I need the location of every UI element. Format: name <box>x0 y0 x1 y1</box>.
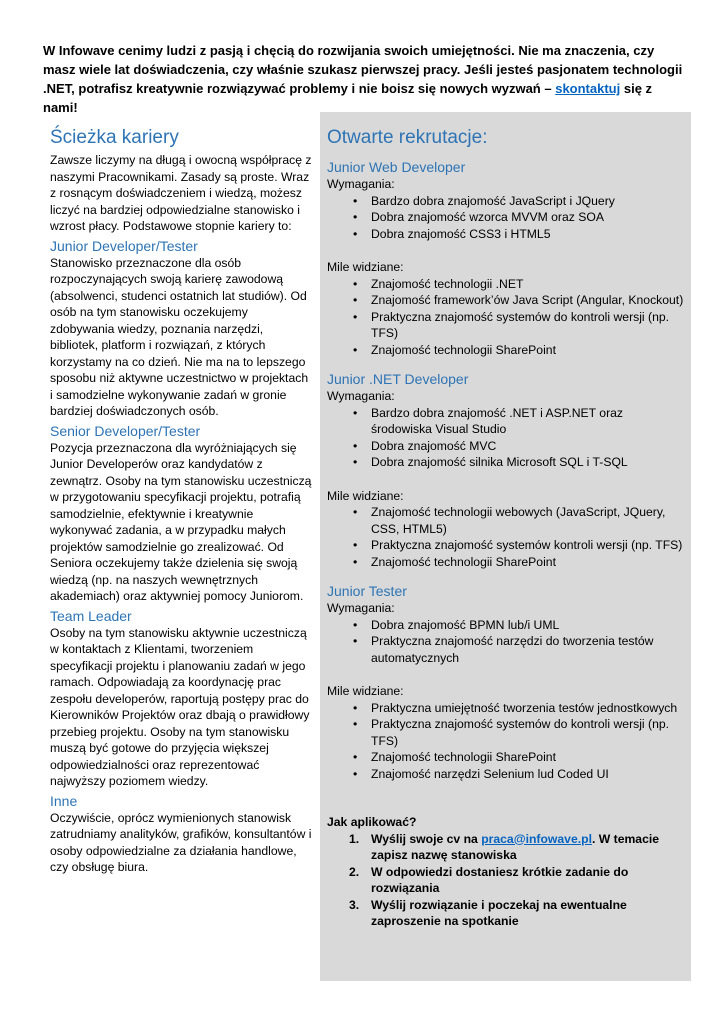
intro-text-end: się z nami! <box>43 81 653 115</box>
requirements-label: Wymagania: <box>327 177 395 191</box>
requirements-list <box>327 405 685 471</box>
list-item: • Bardzo dobra znajomość JavaScript i JQuery <box>327 193 685 210</box>
job-title: Junior .NET Developer <box>327 371 469 387</box>
list-item: • Praktyczna umiejętność tworzenia testów jednostkowych <box>327 700 685 717</box>
list-item: • Praktyczna znajomość narzędzi do tworzenia testów automatycznych <box>327 633 685 666</box>
apply-step: 3. Wyślij rozwiązanie i poczekaj na ewentualne zaproszenie na spotkanie <box>349 897 627 928</box>
list-item: • Praktyczna znajomość systemów do kontroli wersji (np. TFS) <box>327 309 685 342</box>
list-item: • Praktyczna znajomość systemów do kontroli wersji (np. TFS) <box>327 716 685 749</box>
list-item: • Dobra znajomość silnika Microsoft SQL i T-SQL <box>327 454 685 471</box>
nice-to-have-list <box>327 504 685 570</box>
apply-steps <box>327 831 685 930</box>
list-item: • Bardzo dobra znajomość .NET i ASP.NET oraz środowiska Visual Studio <box>327 405 685 438</box>
nice-to-have-list <box>327 276 685 359</box>
requirements-label: Wymagania: <box>327 389 395 403</box>
apply-step: 2. W odpowiedzi dostaniesz krótkie zadanie do rozwiązania <box>349 864 629 895</box>
level-text: Pozycja przeznaczona dla wyróżniających się Junior Developerów oraz kandydatów z zewnątrz. Osoby na tym stanowisku uczestniczą w przygotowaniu specyfikacji projektu, potrafią samodzielnie, efektywnie i kreatywnie wykonywać zadania, a w przypadku małych projektów samodzielnie go zrealizować. Od Seniora oczekujemy także dzielenia się swoją wiedzą (np. na naszych wewnętrznych akademiach) oraz aktywniej pomocy Juniorom. <box>50 440 312 603</box>
level-title: Senior Developer/Tester <box>50 422 201 439</box>
open-recruitment-panel <box>320 112 691 981</box>
level-text: Osoby na tym stanowisku aktywnie uczestniczą w kontaktach z Klientami, tworzeniem specyfikacji projektu i planowaniu zadań w jego ramach. Odpowiadają za koordynację prac zespołu developerów, raportują postępy prac do Kierowników Projektów oraz dbają o prawidłowy przebieg projektu. Osoby na tym stanowisku muszą być gotowe do przyjęcia większej odpowiedzialności oraz reprezentować najwyższy poziomem wiedzy. <box>50 625 310 788</box>
apply-title: Jak aplikować? <box>327 815 417 829</box>
requirements-list <box>327 193 685 243</box>
requirements-list <box>327 617 685 667</box>
career-path-column <box>50 126 312 876</box>
level-title: Team Leader <box>50 607 132 624</box>
list-item: • Znajomość framework’ów Java Script (Angular, Knockout) <box>327 292 685 309</box>
list-item: • Dobra znajomość wzorca MVVM oraz SOA <box>327 209 685 226</box>
list-item: • Znajomość narzędzi Selenium lud Coded UI <box>327 766 685 783</box>
level-title: Junior Developer/Tester <box>50 237 198 254</box>
nice-to-have-list <box>327 700 685 783</box>
list-item: • Dobra znajomość MVC <box>327 438 685 455</box>
list-item: • Dobra znajomość BPMN lub/i UML <box>327 617 685 634</box>
level-title: Inne <box>50 792 78 809</box>
list-item: • Znajomość technologii SharePoint <box>327 554 685 571</box>
job-title: Junior Web Developer <box>327 159 466 175</box>
list-item: • Dobra znajomość CSS3 i HTML5 <box>327 226 685 243</box>
intro-text: W Infowave cenimy ludzi z pasją i chęcią do rozwijania swoich umiejętności. Nie ma znaczenia, czy masz wiele lat doświadczenia, czy właśnie szukasz pierwszej pracy. Jeśli jesteś pasjonatem technologii .NET, potrafisz kreatywnie rozwiązywać problemy i nie boisz się nowych wyzwań – <box>43 43 683 96</box>
intro-paragraph <box>43 41 683 117</box>
nice-to-have-label: Mile widziane: <box>327 260 404 274</box>
requirements-label: Wymagania: <box>327 601 395 615</box>
email-link[interactable]: praca@infowave.pl <box>481 831 592 846</box>
list-item: • Znajomość technologii webowych (JavaScript, JQuery, CSS, HTML5) <box>327 504 685 537</box>
list-item: • Praktyczna znajomość systemów kontroli wersji (np. TFS) <box>327 537 685 554</box>
contact-link[interactable]: skontaktuj <box>555 81 621 96</box>
nice-to-have-label: Mile widziane: <box>327 488 404 503</box>
list-item: • Znajomość technologii .NET <box>327 276 685 293</box>
list-item: • Znajomość technologii SharePoint <box>327 342 685 359</box>
job-title: Junior Tester <box>327 583 407 599</box>
list-item: • Znajomość technologii SharePoint <box>327 749 685 766</box>
apply-step: 1. Wyślij swoje cv na praca@infowave.pl. W temacie zapisz nazwę stanowiska <box>349 831 660 862</box>
level-text: Stanowisko przeznaczone dla osób rozpoczynających swoją karierę zawodową (absolwenci, studenci ostatnich lat studiów). Od osób na tym stanowisku oczekujemy zdobywania wiedzy, poznania narzędzi, bibliotek, platform i rozwiązań, z których korzystamy na co dzień. Nie ma na to lepszego sposobu niż aktywne uczestnictwo w projektach i samodzielne wykonywanie zadań w gronie bardziej doświadczonych osób. <box>50 255 309 418</box>
how-to-apply <box>327 814 685 930</box>
career-intro: Zawsze liczymy na długą i owocną współpracę z naszymi Pracownikami. Zasady są proste. Wraz z rosnącym doświadczeniem i wiedzą, możesz liczyć na bardziej odpowiedzialne stanowisko i wzrost płacy. Podstawowe stopnie kariery to: <box>50 153 312 233</box>
nice-to-have-label: Mile widziane: <box>327 684 404 698</box>
level-text: Oczywiście, oprócz wymienionych stanowisk zatrudniamy analityków, grafików, konsultantów i osoby odpowiedzialne za działania handlowe, czy obsługę biura. <box>50 810 312 874</box>
recruitment-title: Otwarte rekrutacje: <box>327 127 488 148</box>
career-title: Ścieżka kariery <box>50 127 179 148</box>
